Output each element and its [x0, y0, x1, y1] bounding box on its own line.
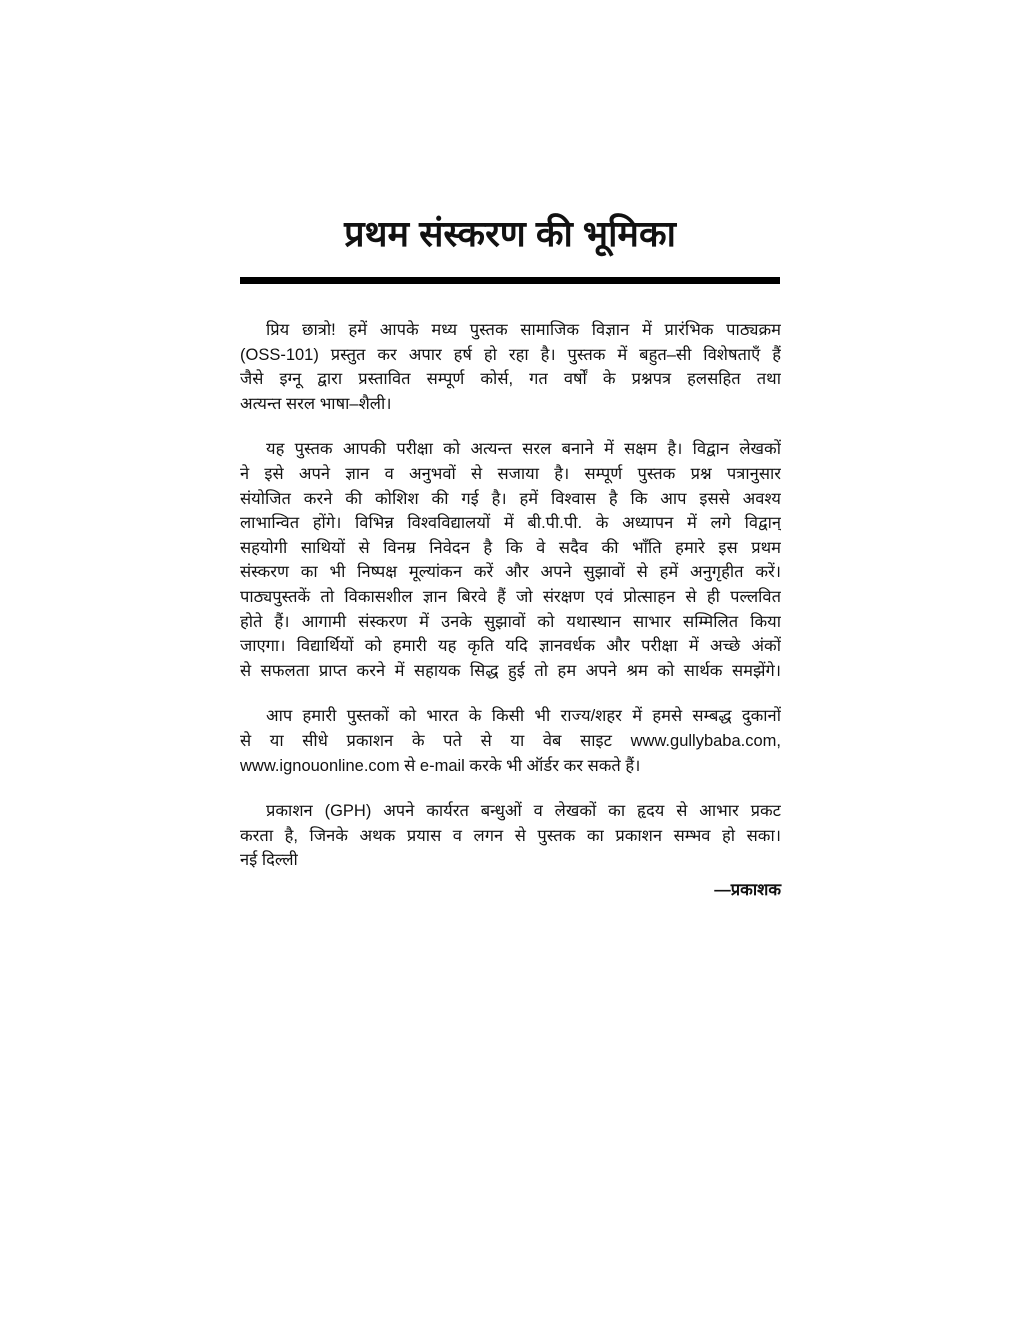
text-line: संस्करण का भी निष्पक्ष मूल्यांकन करें और अपने सुझावों से हमें अनुगृहीत करें। [240, 563, 781, 582]
text-line: जैसे इग्नू द्वारा प्रस्तावित सम्पूर्ण कोर्स, गत वर्षों के प्रश्नपत्र हलसहित तथा [240, 370, 781, 389]
title-divider [240, 277, 780, 284]
text-line: अत्यन्त सरल भाषा–शैली। [240, 394, 392, 413]
publisher-signature: —प्रकाशक [714, 880, 781, 899]
text-line: जाएगा। विद्यार्थियों को हमारी यह कृति यदि ज्ञानवर्धक और परीक्षा में अच्छे अंकों [240, 637, 781, 656]
text-line: लाभान्वित होंगे। विभिन्न विश्वविद्यालयों में बी.पी.पी. के अध्यापन में लगे विद्वान् [240, 514, 781, 533]
paragraph-ordering [240, 704, 781, 778]
text-line: से सफलता प्राप्त करने में सहायक सिद्ध हुई तो हम अपने श्रम को सार्थक समझेंगे। [240, 661, 781, 680]
text-line: संयोजित करने की कोशिश की गई है। हमें विश्वास है कि आप इससे अवश्य [240, 489, 781, 508]
text-line: होते हैं। आगामी संस्करण में उनके सुझावों को यथास्थान साभार सम्मिलित किया [240, 612, 781, 631]
text-line: (OSS-101) प्रस्तुत कर अपार हर्ष हो रहा है। पुस्तक में बहुत–सी विशेषताएँ हैं [240, 345, 781, 364]
text-line: प्रिय छात्रो! हमें आपके मध्य पुस्तक सामाजिक विज्ञान में प्रारंभिक पाठ्यक्रम [266, 321, 781, 339]
paragraph-thanks [240, 799, 781, 900]
text-line: यह पुस्तक आपकी परीक्षा को अत्यन्त सरल बनाने में सक्षम है। विद्वान लेखकों [266, 440, 781, 459]
paragraph-intro [240, 318, 781, 416]
text-line: करता है, जिनके अथक प्रयास व लगन से पुस्तक का प्रकाशन सम्भव हो सका। [240, 826, 781, 845]
preface-body [240, 318, 781, 921]
text-line: ने इसे अपने ज्ञान व अनुभवों से सजाया है। सम्पूर्ण पुस्तक प्रश्न पत्रानुसार [240, 464, 781, 483]
paragraph-about-book [240, 437, 781, 683]
text-line: पाठ्यपुस्तकें तो विकासशील ज्ञान बिरवे हैं जो संरक्षण एवं प्रोत्साहन से ही पल्लवित [240, 587, 781, 606]
text-line: प्रकाशन (GPH) अपने कार्यरत बन्धुओं व लेखकों का हृदय से आभार प्रकट [266, 802, 781, 821]
place-line: नई दिल्ली [240, 851, 298, 870]
text-line: www.ignouonline.com से e-mail करके भी ऑर्डर कर सकते हैं। [240, 756, 641, 775]
text-line: से या सीधे प्रकाशन के पते से या वेब साइट www.gullybaba.com, [240, 731, 781, 750]
page-title: प्रथम संस्करण की भूमिका [344, 213, 676, 254]
text-line: सहयोगी साथियों से विनम्र निवेदन है कि वे सदैव की भाँति हमारे इस प्रथम [240, 538, 781, 557]
text-line: आप हमारी पुस्तकों को भारत के किसी भी राज्य/शहर में हमसे सम्बद्ध दुकानों [266, 707, 781, 726]
